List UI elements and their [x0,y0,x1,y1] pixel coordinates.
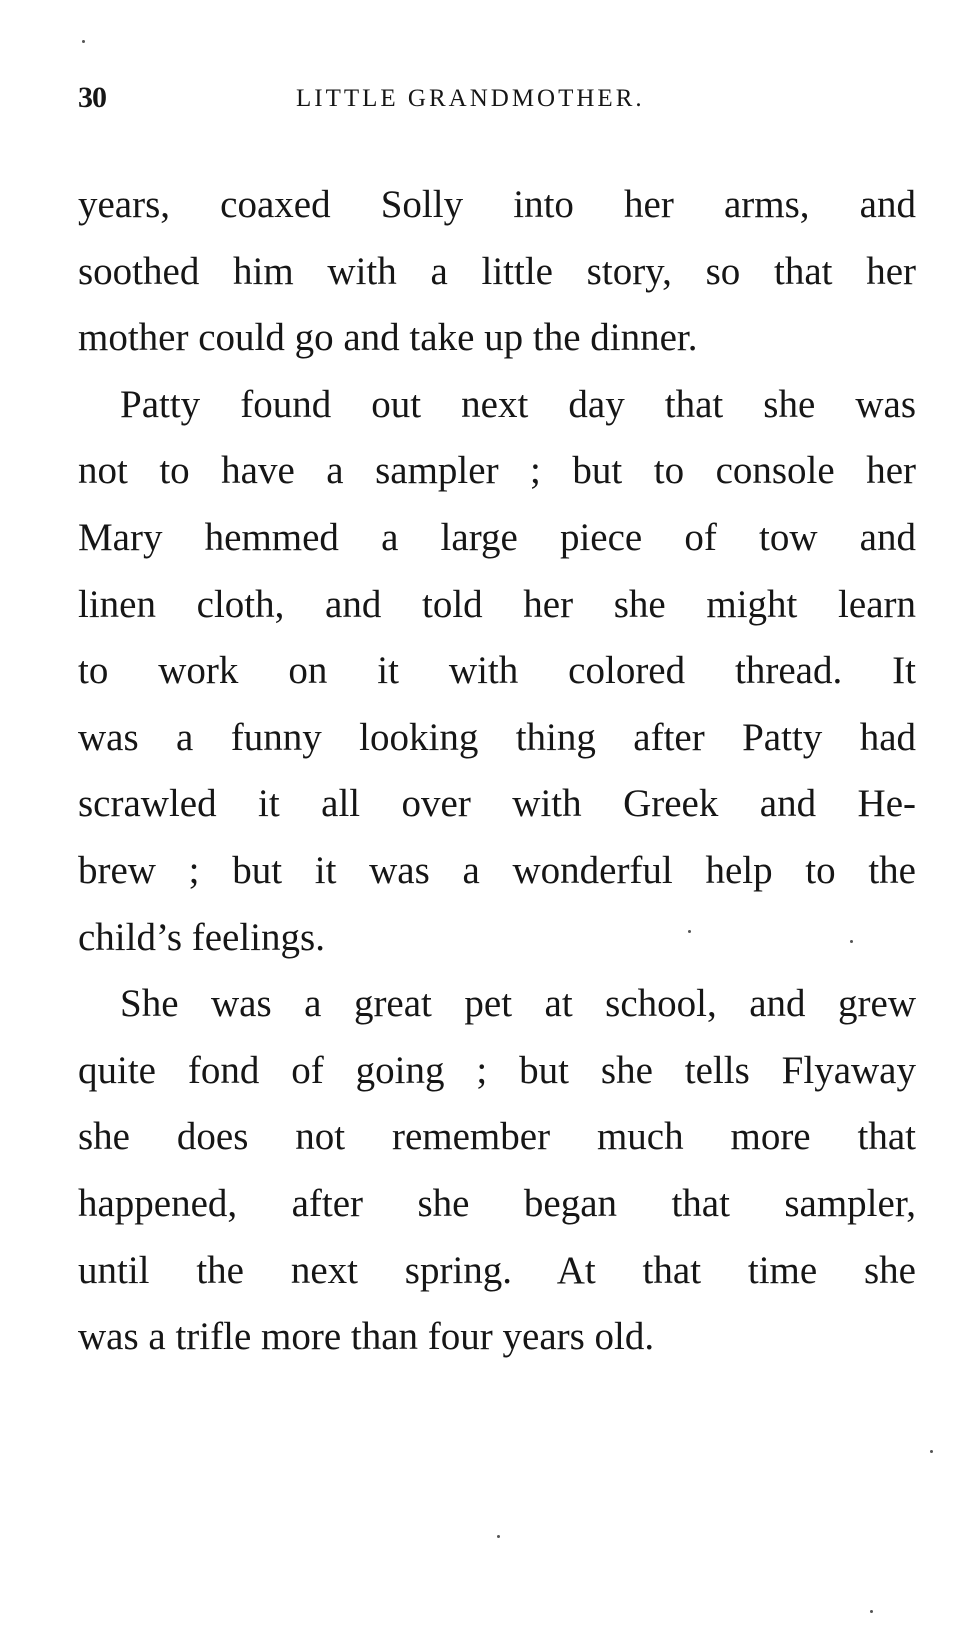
text-line: until the next spring. At that time she [78,1248,916,1292]
text-line: soothed him with a little story, so that her [78,249,916,293]
text-line: was a trifle more than four years old. [78,1315,655,1359]
text-line: linen cloth, and told her she might learn [78,582,916,626]
paper-speck [850,940,853,943]
text-line: mother could go and take up the dinner. [78,316,698,360]
text-line: scrawled it all over with Greek and He- [78,782,916,826]
text-line: not to have a sampler ; but to console her [78,449,916,493]
paper-speck [82,40,85,43]
paper-speck [497,1535,500,1538]
text-line: years, coaxed Solly into her arms, and [78,183,916,226]
text-line: child’s feelings. [78,915,325,959]
text-line: happened, after she began that sampler, [78,1181,916,1225]
body-text [78,172,916,1371]
paragraph-first-line: Patty found out next day that she was [120,382,916,426]
running-title: LITTLE GRANDMOTHER. [296,85,645,112]
text-line: was a funny looking thing after Patty had [78,715,916,759]
paragraph-first-line: She was a great pet at school, and grew [120,982,916,1026]
text-line: Mary hemmed a large piece of tow and [78,515,916,559]
text-line: quite fond of going ; but she tells Flyaway [78,1048,916,1092]
paper-speck [930,1450,933,1453]
running-head [78,78,916,118]
text-line: brew ; but it was a wonderful help to the [78,848,916,892]
text-line: she does not remember much more that [78,1115,916,1159]
text-line: to work on it with colored thread. It [78,649,916,693]
page-number: 30 [78,81,106,114]
paper-speck [688,930,691,933]
paper-speck [870,1610,873,1613]
